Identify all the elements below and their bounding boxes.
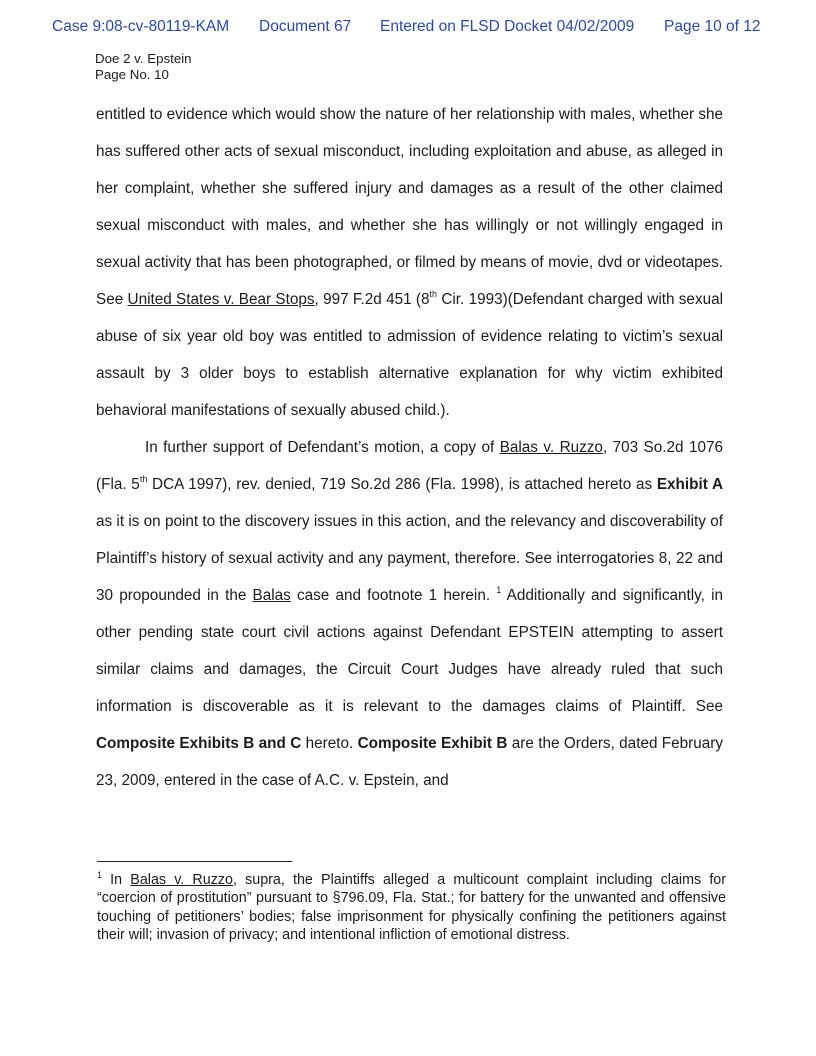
text-run: DCA 1997), rev. denied, 719 So.2d 286 (Fla. 1998), is attached hereto as [147,476,657,493]
exhibit-reference: Composite Exhibits B and C [96,735,302,752]
text-run: are the Orders, dated February 23, 2009, entered in the case of A.C. v. Epstein, and [96,735,724,789]
text-run: hereto. [301,735,358,752]
text-run: Additionally and significantly, in other pending state court civil actions against Defendant EPSTEIN attempting to assert similar claims and damages, the Circuit Court Judges have already ruled that such information is discoverable as it is relevant to the damages claims of Plaintiff. See [96,587,723,715]
ordinal-superscript: th [429,289,438,299]
case-citation: United States v. Bear Stops [127,291,315,308]
case-citation: Balas v. Ruzzo [499,439,603,456]
docket-stamp [0,18,816,38]
case-caption: Doe 2 v. Epstein [95,51,192,66]
exhibit-reference: Composite Exhibit B [357,735,508,752]
text-run: In [102,872,131,888]
page-header [95,51,192,83]
footnote-number: 1 [97,870,103,880]
stamp-case-number: Case 9:08-cv-80119-KAM [52,18,230,35]
case-citation: Balas v. Ruzzo [130,872,233,888]
footnote-divider [97,861,292,862]
stamp-page-count: Page 10 of 12 [664,18,761,35]
text-run: case and footnote 1 herein. [290,587,497,604]
text-run: In further support of Defendant’s motion, a copy of [145,439,500,456]
footnote [97,871,726,945]
text-run: , 997 F.2d 451 (8 [314,291,430,308]
footnote-reference[interactable]: 1 [496,585,502,595]
text-run: Cir. 1993)(Defendant charged with sexual abuse of six year old boy was entitled to admission of evidence relating to victim’s sexual assault by 3 older boys to establish alternative explanation for why victim exhibited behavioral manifestations of sexually abused child.). [96,291,724,419]
ordinal-superscript: th [139,474,148,484]
text-run: as it is on point to the discovery issues in this action, and the relevancy and discoverability of Plaintiff’s history of sexual activity and any payment, therefore. See interrogatories 8, 22 and 30 propounded in the [96,513,723,604]
exhibit-reference: Exhibit A [656,476,723,493]
page-number: Page No. 10 [95,67,169,82]
stamp-entered-date: Entered on FLSD Docket 04/02/2009 [380,18,635,35]
paragraph [96,96,723,429]
text-run: , supra, the Plaintiffs alleged a multicount complaint including claims for “coercion of prostitution” pursuant to §796.09, Fla. Stat.; for battery for the unwanted and offensive touching of petitioners’ bodies; false imprisonment for physically confining the petitioners against their will; invasion of privacy; and intentional infliction of emotional distress. [97,872,727,944]
text-run: entitled to evidence which would show the nature of her relationship with males, whether she has suffered other acts of sexual misconduct, including exploitation and abuse, as alleged in her complaint, whether she suffered injury and damages as a result of the other claimed sexual misconduct with males, and whether she has willingly or not willingly engaged in sexual activity that has been photographed, or filmed by means of movie, dvd or videotapes. See [96,106,723,308]
document-body [96,96,723,799]
paragraph [96,429,723,799]
case-citation: Balas [252,587,291,604]
text-run: , 703 So.2d 1076 (Fla. 5 [96,439,723,493]
stamp-document-number: Document 67 [259,18,352,35]
